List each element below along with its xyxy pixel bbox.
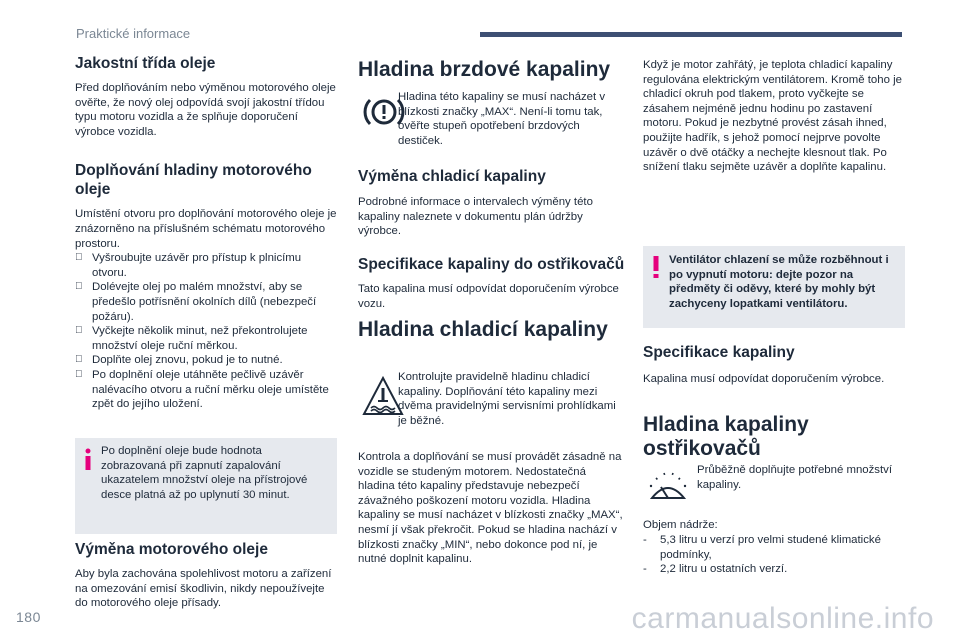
oil-change-text: Aby byla zachována spolehlivost motoru a zařízení na omezování emisí škodlivin, nikdy nepoužívejte do motorového oleje přísady. bbox=[75, 568, 332, 610]
oil-quality-title: Jakostní třída oleje bbox=[75, 55, 216, 72]
info-note-box bbox=[75, 438, 337, 534]
spec-text: Kapalina musí odpovídat doporučením výrobce. bbox=[643, 373, 885, 385]
coolant-change-title: Výměna chladicí kapaliny bbox=[358, 168, 546, 185]
list-item: Vyčkejte několik minut, než překontrolujete množství oleje ruční měrkou. bbox=[92, 325, 308, 352]
header-section-label: Praktické informace bbox=[76, 26, 191, 41]
tank-volume-label: Objem nádrže: bbox=[643, 519, 718, 531]
oil-topup-text: Umístění otvoru pro doplňování motorového oleje je znázorněno na příslušném schématu motorového prostoru. bbox=[75, 208, 337, 250]
list-item: - 5,3 litru u verzí pro velmi studené klimatické podmínky, bbox=[643, 533, 905, 562]
list-item: Doplňte olej znovu, pokud je to nutné. bbox=[92, 354, 283, 367]
list-item: - 2,2 litru u ostatních verzí. bbox=[643, 562, 905, 577]
list-item: Po doplnění oleje utáhněte pečlivě uzávěr nalévacího otvoru a ruční měrku oleje umístěte zpět do jejího uložení. bbox=[92, 368, 329, 411]
column-1 bbox=[75, 48, 337, 412]
oil-topup-steps bbox=[75, 251, 337, 412]
washer-fluid-icon bbox=[646, 468, 690, 508]
info-note-text: Po doplnění oleje bude hodnota zobrazovaná při zapnutí zapalování ukazatelem množství oleje na přístrojové desce platná až po uplynutí 30 minut. bbox=[101, 445, 308, 501]
page-number: 180 bbox=[16, 609, 41, 625]
watermark: carmanualsonline.info bbox=[631, 602, 934, 635]
warning-note-box bbox=[643, 246, 905, 328]
washer-spec-title: Specifikace kapaliny do ostřikovačů bbox=[358, 256, 625, 273]
exclamation-mark-icon bbox=[651, 256, 661, 278]
list-item: Dolévejte olej po malém množství, aby se předešlo potřísnění okolních dílů (nebezpečí požáru). bbox=[92, 281, 317, 323]
coolant-level-text: Kontrolujte pravidelně hladinu chladicí kapaliny. Doplňování této kapaliny mezi dvěma pravidelnými servisními prohlídkami je běžné. bbox=[398, 371, 616, 427]
warning-note-text: Ventilátor chlazení se může rozběhnout i po vypnutí motoru: dejte pozor na předměty či oděvy, které by mohly být zachyceny lopatkami ventilátoru. bbox=[669, 254, 889, 310]
brake-text: Hladina této kapaliny se musí nacházet v blízkosti značky „MAX“. Není-li tomu tak, ověřte stupeň opotřebení brzdových destiček. bbox=[398, 91, 606, 147]
brake-title: Hladina brzdové kapaliny bbox=[358, 58, 611, 81]
oil-change-title: Výměna motorového oleje bbox=[75, 541, 268, 558]
coolant-level-title: Hladina chladicí kapaliny bbox=[358, 318, 608, 341]
washer-spec-text: Tato kapalina musí odpovídat doporučením výrobce vozu. bbox=[358, 283, 619, 310]
tank-volume-list bbox=[643, 533, 905, 577]
list-item: Vyšroubujte uzávěr pro přístup k plnicímu otvoru. bbox=[92, 252, 302, 279]
oil-topup-title: Doplňování hladiny motorového oleje bbox=[75, 162, 312, 199]
washer-level-title: Hladina kapaliny ostřikovačů bbox=[643, 413, 809, 460]
coolant-change-text: Podrobné informace o intervalech výměny této kapaliny naleznete v dokumentu plán údržby výrobce. bbox=[358, 196, 593, 238]
coolant-level-text2: Kontrola a doplňování se musí provádět zásadně na vozidle se studeným motorem. Nedostatečná hladina této kapaliny představuje nebezpečí závažného poškození motoru vozidla. Hladina kapaliny se musí nacházet v blízkosti značky „MAX“, nesmí jí však překročit. Pokud se hladina nachází v blízkosti značky „MIN“, nebo dokonce pod ní, je nutné doplnit kapalinu. bbox=[358, 451, 623, 566]
info-mark-icon bbox=[83, 448, 93, 470]
spec-title: Specifikace kapaliny bbox=[643, 344, 795, 361]
hot-engine-text: Když je motor zahřátý, je teplota chladicí kapaliny regulována elektrickým ventilátorem. Kromě toho je chladicí okruh pod tlakem, proto vyčkejte se zásahem nejméně jednu hodinu po zastavení motoru. Pokud je nezbytné provést zásah ihned, použijte hadřík, s jehož pomocí nejprve povolte uzávěr o dvě otáčky a nechejte klesnout tlak. Po snížení tlaku sejměte uzávěr a doplňte kapalinu. bbox=[643, 59, 902, 174]
header-bar bbox=[480, 32, 902, 37]
column-1-bottom bbox=[75, 540, 337, 611]
washer-level-text: Průběžně doplňujte potřebné množství kapaliny. bbox=[697, 464, 893, 491]
oil-quality-text: Před doplňováním nebo výměnou motorového oleje ověřte, že nový olej odpovídá svojí jakostní třídou typu motoru vozidla a že splňuje doporučení výrobce vozidla. bbox=[75, 82, 336, 138]
